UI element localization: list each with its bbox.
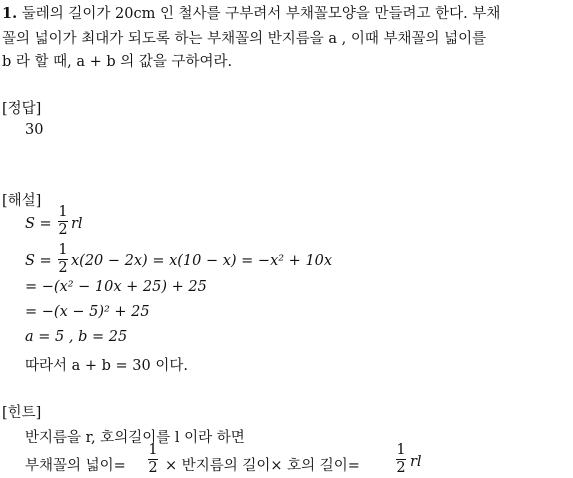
hint-line-2-a: 부채꼴의 넓이= [25,458,126,474]
solution-eq2-fraction [58,243,68,275]
fraction-numerator: 1 [58,242,68,258]
hint-header: [힌트] [2,405,42,421]
fraction-numerator: 1 [148,442,158,458]
hint-fraction-2 [396,443,406,475]
answer-value: 30 [25,122,44,138]
answer-header: [정답] [2,101,42,117]
hint-line-2-c: rl [410,454,422,470]
fraction-numerator: 1 [58,204,68,220]
solution-conclusion: 따라서 a + b = 30 이다. [25,358,188,374]
fraction-denominator: 2 [58,260,68,276]
fraction-numerator: 1 [396,442,406,458]
hint-line-2-b: × 반지름의 길이× 호의 길이= [165,458,360,474]
problem-number: 1. [2,5,18,22]
solution-eq1-rhs: rl [71,216,83,232]
problem-line-3: b 라 할 때, a + b 의 값을 구하여라. [2,54,233,70]
solution-eq5: a = 5 , b = 25 [25,329,128,345]
solution-header: [해설] [2,193,42,209]
solution-eq2-rhs: x(20 − 2x) = x(10 − x) = −x² + 10x [71,253,333,269]
fraction-denominator: 2 [148,460,158,476]
solution-eq4: = −(x − 5)² + 25 [25,304,150,320]
solution-eq2-lhs: S = [25,253,52,269]
problem-line-1 [2,2,500,23]
problem-text-1: 둘레의 길이가 20cm 인 철사를 구부려서 부채꼴모양을 만들려고 한다. 부채 [21,6,501,22]
fraction-denominator: 2 [58,222,68,238]
hint-fraction-1 [148,443,158,475]
solution-eq3: = −(x² − 10x + 25) + 25 [25,279,207,295]
solution-eq1-fraction [58,205,68,237]
solution-eq1-lhs: S = [25,216,52,232]
fraction-denominator: 2 [396,460,406,476]
hint-line-1: 반지름을 r, 호의길이를 l 이라 하면 [25,430,245,446]
problem-line-2: 꼴의 넓이가 최대가 되도록 하는 부채꼴의 반지름을 a , 이때 부채꼴의 넓이를 [2,31,487,47]
